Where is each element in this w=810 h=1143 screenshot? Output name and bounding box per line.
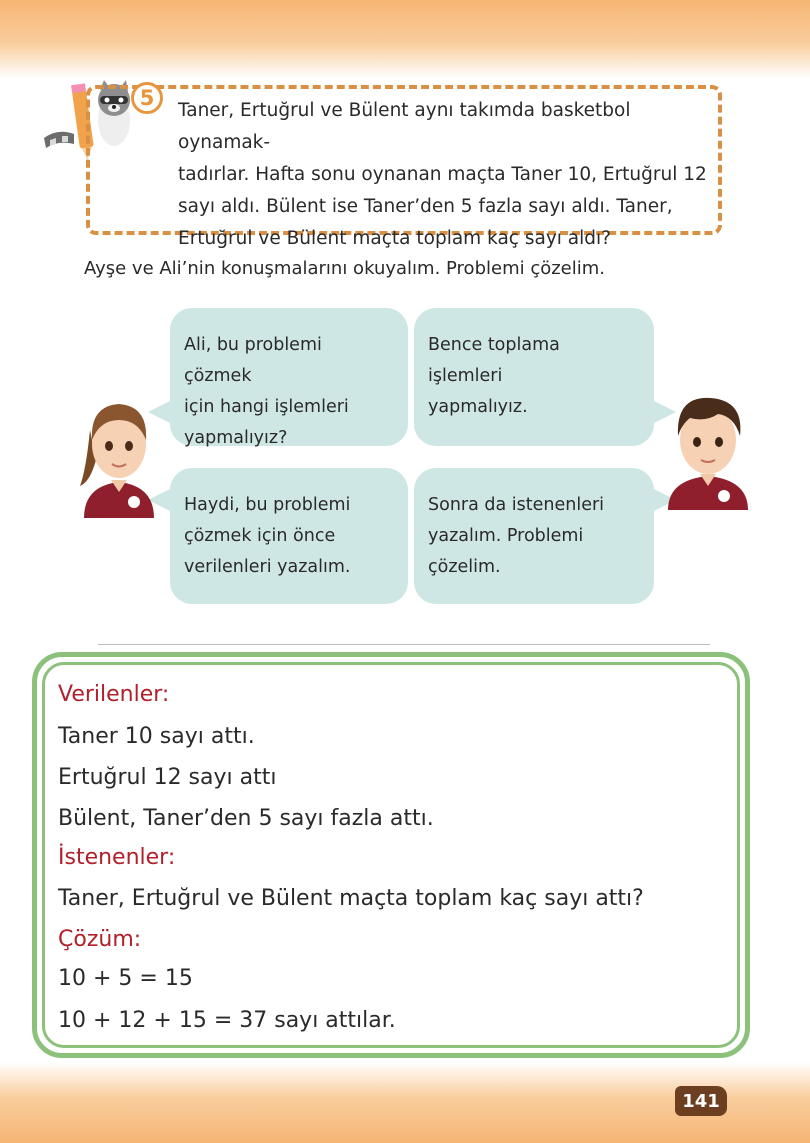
bubble-line: yazalım. Problemi — [428, 526, 584, 546]
bubble-line: Haydi, bu problemi — [184, 495, 351, 515]
bubble-line: çözmek için önce — [184, 526, 336, 546]
bubble-line: için hangi işlemleri — [184, 397, 349, 417]
bubble-line: Bence toplama işlemleri — [428, 335, 560, 386]
boy-ali-icon — [662, 388, 754, 510]
problem-line: Ertuğrul ve Bülent maçta toplam kaç sayı aldı? — [178, 228, 611, 249]
problem-line: sayı aldı. Bülent ise Taner’den 5 fazla sayı aldı. Taner, — [178, 196, 673, 217]
solution-step: 10 + 12 + 15 = 37 sayı attılar. — [58, 1008, 396, 1033]
instruction-text: Ayşe ve Ali’nin konuşmalarını okuyalım. Problemi çözelim. — [84, 258, 606, 279]
girl-ayse-icon — [76, 390, 162, 518]
problem-text — [178, 95, 718, 255]
page-number-badge: 141 — [675, 1086, 727, 1116]
speech-bubble-ayse-1 — [170, 308, 408, 446]
speech-bubble-ayse-2 — [170, 468, 408, 604]
solution-step: 10 + 5 = 15 — [58, 966, 193, 991]
given-line: Bülent, Taner’den 5 sayı fazla attı. — [58, 806, 434, 831]
bubble-line: verilenleri yazalım. — [184, 557, 351, 577]
problem-line: tadırlar. Hafta sonu oynanan maçta Taner 10, Ertuğrul 12 — [178, 164, 707, 185]
given-heading: Verilenler: — [58, 682, 170, 707]
problem-number-badge: 5 — [131, 82, 163, 114]
asked-heading: İstenenler: — [58, 845, 176, 870]
bubble-line: yapmalıyız? — [184, 428, 288, 448]
problem-line: Taner, Ertuğrul ve Bülent aynı takımda basketbol oynamak- — [178, 100, 631, 153]
bubble-line: çözelim. — [428, 557, 501, 577]
speech-bubble-ali-2 — [414, 468, 654, 604]
given-line: Taner 10 sayı attı. — [58, 724, 255, 749]
given-line: Ertuğrul 12 sayı attı — [58, 765, 277, 790]
top-decorative-band — [0, 0, 810, 78]
bubble-line: yapmalıyız. — [428, 397, 528, 417]
bubble-line: Ali, bu problemi çözmek — [184, 335, 322, 386]
section-divider — [98, 644, 710, 645]
asked-line: Taner, Ertuğrul ve Bülent maçta toplam kaç sayı attı? — [58, 886, 644, 911]
solution-heading: Çözüm: — [58, 927, 142, 952]
bubble-line: Sonra da istenenleri — [428, 495, 605, 515]
speech-bubble-ali-1 — [414, 308, 654, 446]
